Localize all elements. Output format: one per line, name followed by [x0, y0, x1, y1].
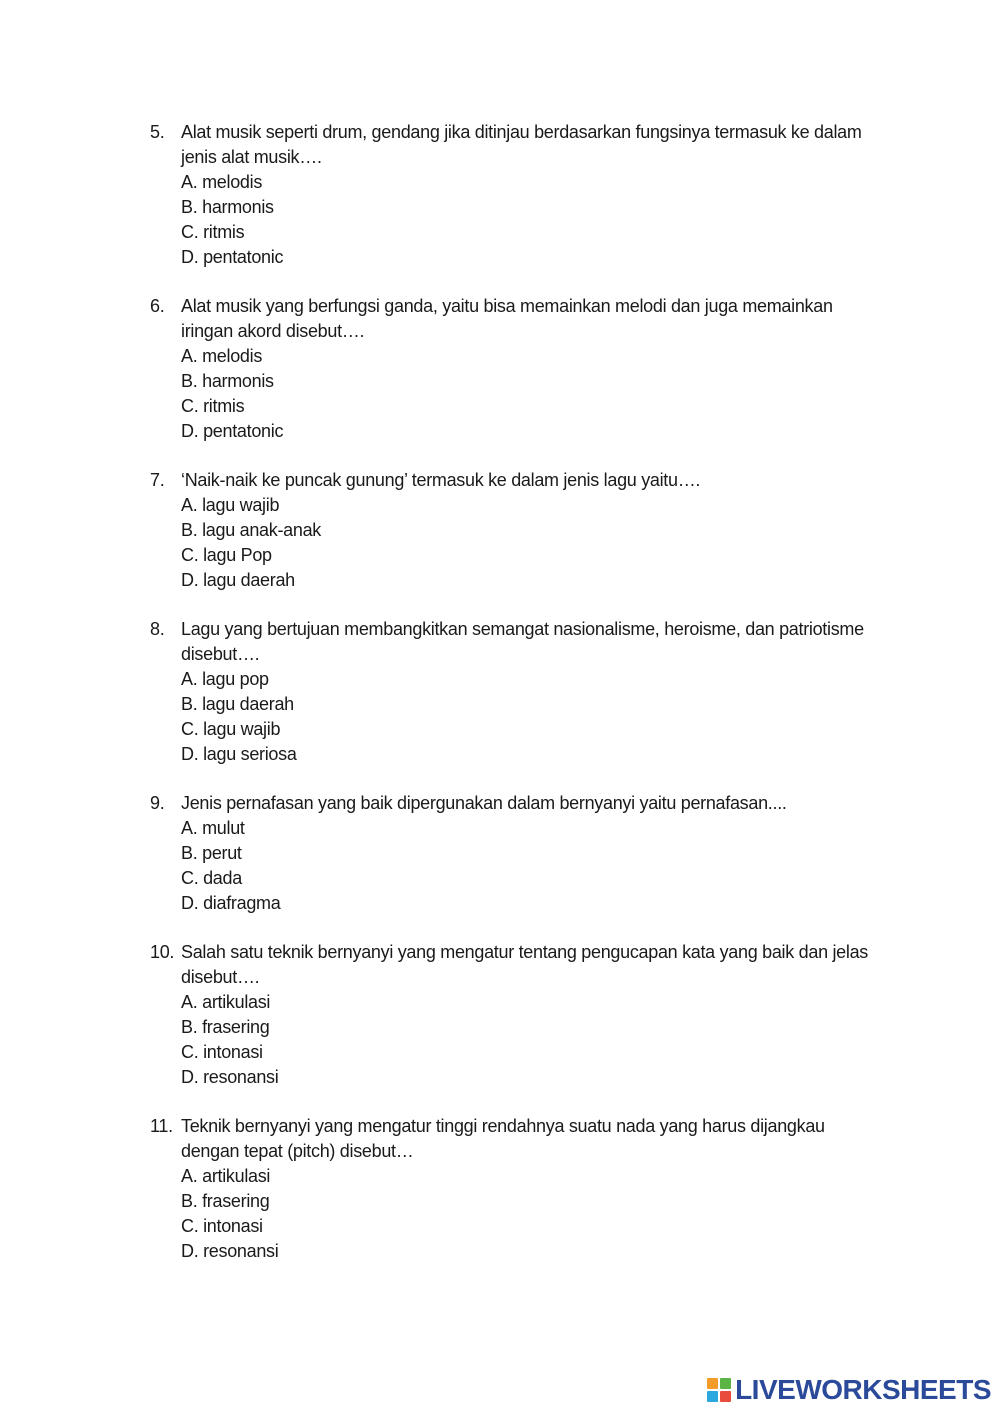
- question-number: 6.: [150, 296, 165, 316]
- option-c: C. intonasi: [181, 1216, 263, 1236]
- question-11: [150, 1114, 880, 1264]
- option-c: C. lagu Pop: [181, 545, 272, 565]
- option-c: C. ritmis: [181, 396, 245, 416]
- logo-tile-green: [720, 1378, 731, 1389]
- answer-options: [181, 816, 880, 916]
- question-number: 10.: [150, 942, 175, 962]
- option-c: C. intonasi: [181, 1042, 263, 1062]
- logo-tile-red: [720, 1391, 731, 1402]
- option-b: B. lagu anak-anak: [181, 520, 321, 540]
- option-d: D. resonansi: [181, 1241, 279, 1261]
- option-d: D. lagu daerah: [181, 570, 295, 590]
- option-d: D. resonansi: [181, 1067, 279, 1087]
- question-number: 8.: [150, 619, 165, 639]
- question-text: Alat musik seperti drum, gendang jika ditinjau berdasarkan fungsinya termasuk ke dalam jenis alat musik….: [181, 122, 862, 167]
- option-a: A. melodis: [181, 172, 263, 192]
- option-d: D. diafragma: [181, 893, 281, 913]
- liveworksheets-logo-icon: [707, 1378, 731, 1402]
- question-8: [150, 617, 880, 767]
- option-b: B. frasering: [181, 1191, 270, 1211]
- worksheet: [150, 120, 880, 1288]
- option-a: A. lagu wajib: [181, 495, 280, 515]
- question-number: 11.: [150, 1116, 173, 1136]
- question-9: [150, 791, 880, 916]
- answer-options: [181, 493, 880, 593]
- option-a: A. melodis: [181, 346, 263, 366]
- question-7: [150, 468, 880, 593]
- option-d: D. pentatonic: [181, 421, 284, 441]
- option-a: A. artikulasi: [181, 1166, 271, 1186]
- logo-tile-blue: [707, 1391, 718, 1402]
- answer-options: [181, 990, 880, 1090]
- liveworksheets-logo[interactable]: [707, 1375, 991, 1405]
- answer-options: [181, 667, 880, 767]
- answer-options: [181, 1164, 880, 1264]
- question-number: 7.: [150, 470, 165, 490]
- option-b: B. frasering: [181, 1017, 270, 1037]
- logo-tile-orange: [707, 1378, 718, 1389]
- option-a: A. lagu pop: [181, 669, 269, 689]
- option-c: C. dada: [181, 868, 242, 888]
- question-text: Alat musik yang berfungsi ganda, yaitu bisa memainkan melodi dan juga memainkan iringan akord disebut….: [181, 296, 833, 341]
- question-number: 9.: [150, 793, 165, 813]
- question-number: 5.: [150, 122, 165, 142]
- option-a: A. artikulasi: [181, 992, 271, 1012]
- question-text: Teknik bernyanyi yang mengatur tinggi rendahnya suatu nada yang harus dijangkau dengan tepat (pitch) disebut…: [181, 1116, 825, 1161]
- option-b: B. harmonis: [181, 371, 274, 391]
- option-c: C. ritmis: [181, 222, 245, 242]
- question-5: [150, 120, 880, 270]
- option-c: C. lagu wajib: [181, 719, 281, 739]
- question-text: ‘Naik-naik ke puncak gunung’ termasuk ke dalam jenis lagu yaitu….: [181, 470, 701, 490]
- option-b: B. perut: [181, 843, 242, 863]
- liveworksheets-logo-text: LIVEWORKSHEETS: [735, 1374, 991, 1405]
- option-d: D. pentatonic: [181, 247, 284, 267]
- answer-options: [181, 344, 880, 444]
- option-b: B. harmonis: [181, 197, 274, 217]
- question-text: Salah satu teknik bernyanyi yang mengatur tentang pengucapan kata yang baik dan jelas disebut….: [181, 942, 868, 987]
- question-text: Lagu yang bertujuan membangkitkan semangat nasionalisme, heroisme, dan patriotisme disebut….: [181, 619, 864, 664]
- question-10: [150, 940, 880, 1090]
- question-text: Jenis pernafasan yang baik dipergunakan dalam bernyanyi yaitu pernafasan....: [181, 793, 787, 813]
- question-6: [150, 294, 880, 444]
- option-b: B. lagu daerah: [181, 694, 294, 714]
- option-d: D. lagu seriosa: [181, 744, 297, 764]
- answer-options: [181, 170, 880, 270]
- option-a: A. mulut: [181, 818, 245, 838]
